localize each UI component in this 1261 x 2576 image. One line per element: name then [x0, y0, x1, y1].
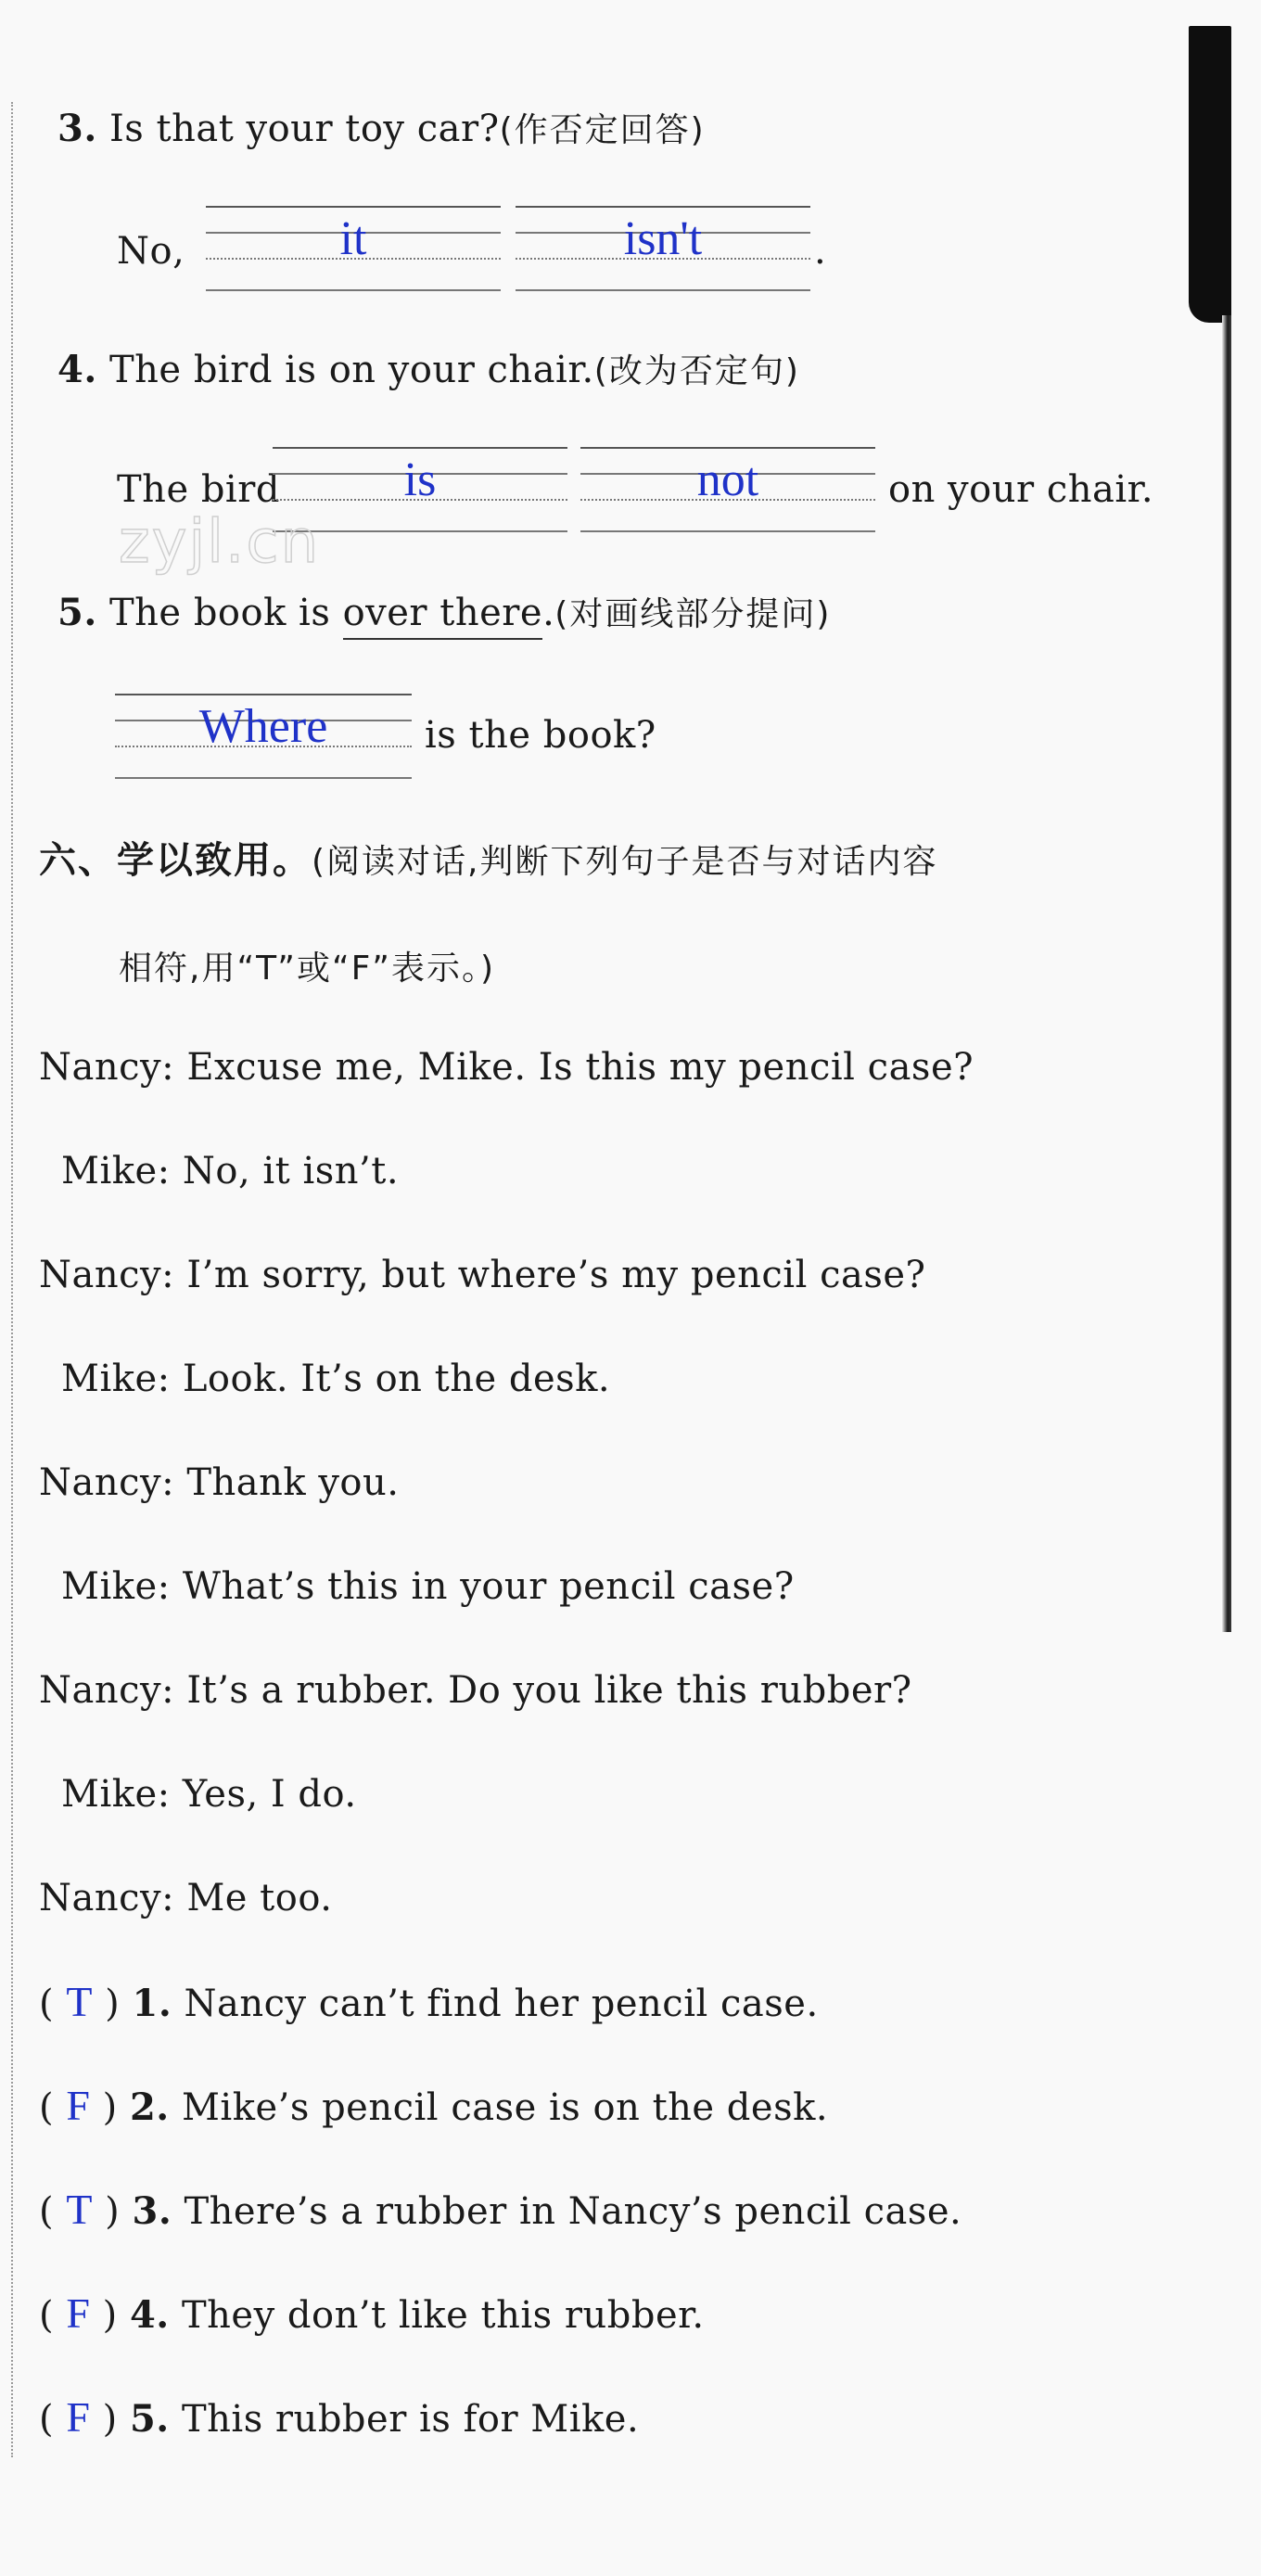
paren-close: ) — [105, 1983, 121, 2025]
question-text-end: . — [542, 592, 555, 634]
judgement-item — [39, 2081, 828, 2130]
speaker: Nancy: — [39, 1254, 175, 1296]
item-text: They don’t like this rubber. — [181, 2294, 705, 2337]
dialogue-line — [61, 1358, 610, 1400]
dialogue-line — [39, 1461, 399, 1504]
question-number: 4. — [57, 348, 97, 391]
dialogue-line — [39, 1669, 912, 1712]
paren-close: ) — [102, 2086, 118, 2129]
item-text: Mike’s pencil case is on the desk. — [181, 2086, 829, 2129]
item-number: 2. — [129, 2085, 170, 2129]
item-number: 4. — [129, 2293, 170, 2337]
dialogue-line — [39, 1046, 974, 1089]
item-number: 1. — [132, 1982, 172, 2025]
answer-text: isn't — [623, 212, 703, 265]
utterance: I’m sorry, but where’s my pencil case? — [186, 1254, 926, 1296]
answer-text: is — [403, 453, 437, 506]
tf-answer: T — [66, 2186, 93, 2233]
dialogue-line — [61, 1565, 795, 1608]
answer-text: not — [696, 453, 759, 506]
utterance: Excuse me, Mike. Is this my pencil case? — [186, 1046, 974, 1089]
question-number: 5. — [57, 591, 97, 634]
judgement-item — [39, 1977, 819, 2026]
dialogue-line — [61, 1150, 399, 1192]
speaker: Mike: — [61, 1565, 171, 1608]
question-text: The bird is on your chair. — [108, 349, 594, 391]
speaker: Mike: — [61, 1150, 171, 1192]
speaker: Mike: — [61, 1773, 171, 1816]
speaker: Mike: — [61, 1358, 171, 1400]
tf-answer: F — [66, 2082, 91, 2129]
paren-open: ( — [39, 1983, 55, 2025]
item-number: 3. — [132, 2189, 172, 2233]
paren-open: ( — [39, 2398, 55, 2441]
section-instruction-cont: 相符,用“T”或“F”表示。) — [119, 950, 495, 988]
paren-close: ) — [105, 2190, 121, 2233]
paren-open: ( — [39, 2086, 55, 2129]
binder-edge-shadow — [1189, 26, 1231, 323]
section-instruction: (阅读对话,判断下列句子是否与对话内容 — [312, 843, 938, 881]
page-margin-rule — [11, 102, 13, 2457]
watermark: zyjl.cn — [119, 508, 321, 577]
dialogue-line — [39, 1254, 926, 1296]
utterance: Me too. — [186, 1877, 333, 1919]
question-text: Is that your toy car? — [108, 108, 500, 150]
question-text: The book is — [108, 592, 331, 634]
binder-edge-line — [1222, 315, 1231, 1632]
judgement-item — [39, 2185, 962, 2234]
speaker: Nancy: — [39, 1669, 175, 1712]
utterance: Thank you. — [186, 1461, 400, 1504]
utterance: It’s a rubber. Do you like this rubber? — [186, 1669, 912, 1712]
item-text: Nancy can’t find her pencil case. — [184, 1983, 819, 2025]
paren-close: ) — [102, 2398, 118, 2441]
utterance: No, it isn’t. — [182, 1150, 400, 1192]
item-text: This rubber is for Mike. — [181, 2398, 640, 2441]
question-instruction: (作否定回答) — [499, 111, 706, 149]
question-4 — [57, 345, 800, 392]
question-3 — [57, 104, 706, 151]
section-title: 六、学以致用。 — [39, 839, 312, 882]
paren-close: ) — [102, 2294, 118, 2337]
speaker: Nancy: — [39, 1046, 175, 1089]
item-number: 5. — [129, 2397, 170, 2441]
question-5 — [57, 588, 831, 635]
question-number: 3. — [57, 107, 97, 150]
question-instruction: (改为否定句) — [593, 352, 800, 390]
answer-prefix: The bird — [117, 468, 280, 511]
utterance: Yes, I do. — [182, 1773, 357, 1816]
speaker: Nancy: — [39, 1461, 175, 1504]
section-heading — [39, 831, 938, 884]
paren-open: ( — [39, 2190, 55, 2233]
item-text: There’s a rubber in Nancy’s pencil case. — [184, 2190, 962, 2233]
judgement-item — [39, 2289, 705, 2338]
answer-suffix: is the book? — [425, 714, 656, 757]
judgement-item — [39, 2392, 639, 2442]
paren-open: ( — [39, 2294, 55, 2337]
tf-answer: F — [66, 2393, 91, 2441]
answer-suffix: . — [814, 230, 827, 273]
question-instruction: (对画线部分提问) — [554, 595, 832, 633]
underlined-phrase: over there — [343, 592, 543, 640]
answer-suffix: on your chair. — [888, 468, 1154, 511]
dialogue-line — [39, 1877, 332, 1919]
answer-text: Where — [198, 700, 328, 753]
utterance: What’s this in your pencil case? — [182, 1565, 795, 1608]
answer-text: it — [339, 212, 367, 265]
utterance: Look. It’s on the desk. — [182, 1358, 611, 1400]
speaker: Nancy: — [39, 1877, 175, 1919]
dialogue-line — [61, 1773, 357, 1816]
tf-answer: T — [66, 1978, 93, 2025]
tf-answer: F — [66, 2289, 91, 2337]
answer-prefix: No, — [117, 230, 185, 273]
